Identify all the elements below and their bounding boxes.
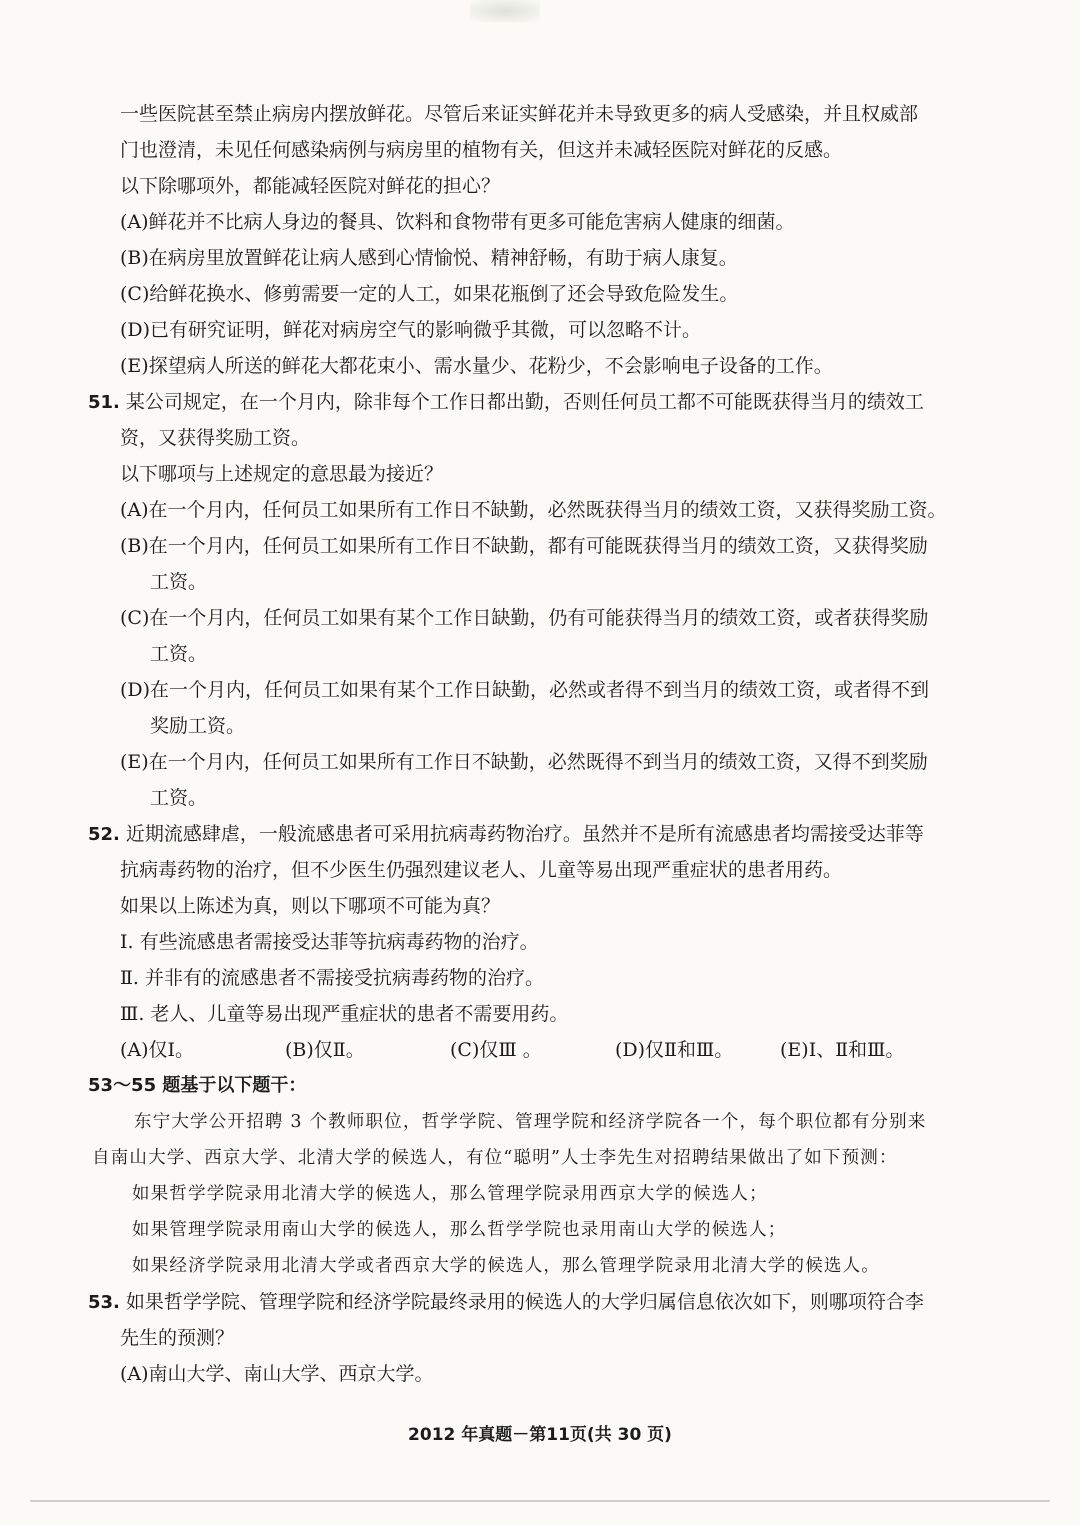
page-footer: 2012 年真题－第11页(共 30 页) bbox=[408, 1425, 672, 1445]
q51-question: 以下哪项与上述规定的意思最为接近？ bbox=[120, 463, 444, 485]
q53-stem-text: 如果哲学学院、管理学院和经济学院最终录用的候选人的大学归属信息依次如下，则哪项符合李 bbox=[119, 1291, 924, 1313]
q51-stem-text: 某公司规定，在一个月内，除非每个工作日都出勤，否则任何员工都不可能既获得当月的绩效工 bbox=[119, 391, 924, 413]
group-53-55-heading: 53～55 题基于以下题干： bbox=[88, 1075, 307, 1096]
q52-statement-1: Ⅰ. 有些流感患者需接受达菲等抗病毒药物的治疗。 bbox=[120, 931, 539, 953]
q51-option-c-line-2: 工资。 bbox=[150, 643, 208, 665]
scan-smudge bbox=[470, 0, 540, 22]
q52-number: 52. bbox=[88, 824, 120, 845]
q53-option-a: (A)南山大学、南山大学、西京大学。 bbox=[120, 1363, 434, 1385]
q51-option-d-line-2: 奖励工资。 bbox=[150, 715, 246, 737]
q50-option-e: (E)探望病人所送的鲜花大都花束小、需水量少、花粉少，不会影响电子设备的工作。 bbox=[120, 355, 833, 377]
q52-choice-e: (E)Ⅰ、Ⅱ和Ⅲ。 bbox=[780, 1039, 905, 1061]
q52-statement-2: Ⅱ. 并非有的流感患者不需接受抗病毒药物的治疗。 bbox=[120, 967, 544, 989]
group-passage-line-2: 自南山大学、西京大学、北清大学的候选人，有位“聪明”人士李先生对招聘结果做出了如下预测： bbox=[92, 1148, 898, 1168]
q52-stem-text: 近期流感肆虐，一般流感患者可采用抗病毒药物治疗。虽然并不是所有流感患者均需接受达菲等 bbox=[119, 823, 924, 845]
q51-option-b-line-2: 工资。 bbox=[150, 571, 208, 593]
q53-number: 53. bbox=[88, 1292, 120, 1313]
q51-option-a: (A)在一个月内，任何员工如果所有工作日不缺勤，必然既获得当月的绩效工资，又获得奖励工资。 bbox=[120, 499, 947, 521]
q51-stem-line-2: 资，又获得奖励工资。 bbox=[120, 427, 311, 449]
q51-stem-line-1 bbox=[88, 384, 968, 420]
q50-option-a: (A)鲜花并不比病人身边的餐具、饮料和食物带有更多可能危害病人健康的细菌。 bbox=[120, 211, 795, 233]
q52-stem-line-2: 抗病毒药物的治疗，但不少医生仍强烈建议老人、儿童等易出现严重症状的患者用药。 bbox=[120, 859, 843, 881]
intro-line-1: 一些医院甚至禁止病房内摆放鲜花。尽管后来证实鲜花并未导致更多的病人受感染，并且权威部 bbox=[120, 103, 919, 125]
q51-option-c-line-1: (C)在一个月内，任何员工如果有某个工作日缺勤，仍有可能获得当月的绩效工资，或者获得奖励 bbox=[120, 607, 929, 629]
q51-option-b-line-1: (B)在一个月内，任何员工如果所有工作日不缺勤，都有可能既获得当月的绩效工资，又获得奖励 bbox=[120, 535, 928, 557]
q52-choice-b: (B)仅Ⅱ。 bbox=[285, 1039, 365, 1061]
q52-statement-3: Ⅲ. 老人、儿童等易出现严重症状的患者不需要用药。 bbox=[120, 1003, 569, 1025]
scan-bottom-line bbox=[30, 1500, 1050, 1502]
q52-question: 如果以上陈述为真，则以下哪项不可能为真？ bbox=[120, 895, 501, 917]
q51-option-e-line-1: (E)在一个月内，任何员工如果所有工作日不缺勤，必然既得不到当月的绩效工资，又得不到奖励 bbox=[120, 751, 928, 773]
group-condition-2: 如果管理学院录用南山大学的候选人，那么哲学学院也录用南山大学的候选人； bbox=[132, 1220, 787, 1240]
q50-option-c: (C)给鲜花换水、修剪需要一定的人工，如果花瓶倒了还会导致危险发生。 bbox=[120, 283, 739, 305]
q52-choice-a: (A)仅Ⅰ。 bbox=[120, 1039, 195, 1061]
group-passage-line-1: 东宁大学公开招聘 3 个教师职位，哲学学院、管理学院和经济学院各一个，每个职位都有分别来 bbox=[134, 1112, 927, 1132]
q50-option-d: (D)已有研究证明，鲜花对病房空气的影响微乎其微，可以忽略不计。 bbox=[120, 319, 702, 341]
q50-question: 以下除哪项外，都能减轻医院对鲜花的担心？ bbox=[120, 175, 501, 197]
q53-stem-line-2: 先生的预测？ bbox=[120, 1327, 235, 1349]
q51-option-d-line-1: (D)在一个月内，任何员工如果有某个工作日缺勤，必然或者得不到当月的绩效工资，或者得不到 bbox=[120, 679, 930, 701]
q52-choice-d: (D)仅Ⅱ和Ⅲ。 bbox=[615, 1039, 734, 1061]
q53-stem-line-1 bbox=[88, 1284, 968, 1320]
q51-number: 51. bbox=[88, 392, 120, 413]
q50-option-b: (B)在病房里放置鲜花让病人感到心情愉悦、精神舒畅，有助于病人康复。 bbox=[120, 247, 738, 269]
intro-line-2: 门也澄清，未见任何感染病例与病房里的植物有关，但这并未减轻医院对鲜花的反感。 bbox=[120, 139, 843, 161]
q52-choices bbox=[88, 1032, 968, 1068]
q51-option-e-line-2: 工资。 bbox=[150, 787, 208, 809]
group-condition-1: 如果哲学学院录用北清大学的候选人，那么管理学院录用西京大学的候选人； bbox=[132, 1184, 768, 1204]
q52-stem-line-1 bbox=[88, 816, 968, 852]
page-content bbox=[88, 96, 968, 1392]
group-condition-3: 如果经济学院录用北清大学或者西京大学的候选人，那么管理学院录用北清大学的候选人。 bbox=[132, 1256, 880, 1276]
q52-choice-c: (C)仅Ⅲ 。 bbox=[450, 1039, 542, 1061]
